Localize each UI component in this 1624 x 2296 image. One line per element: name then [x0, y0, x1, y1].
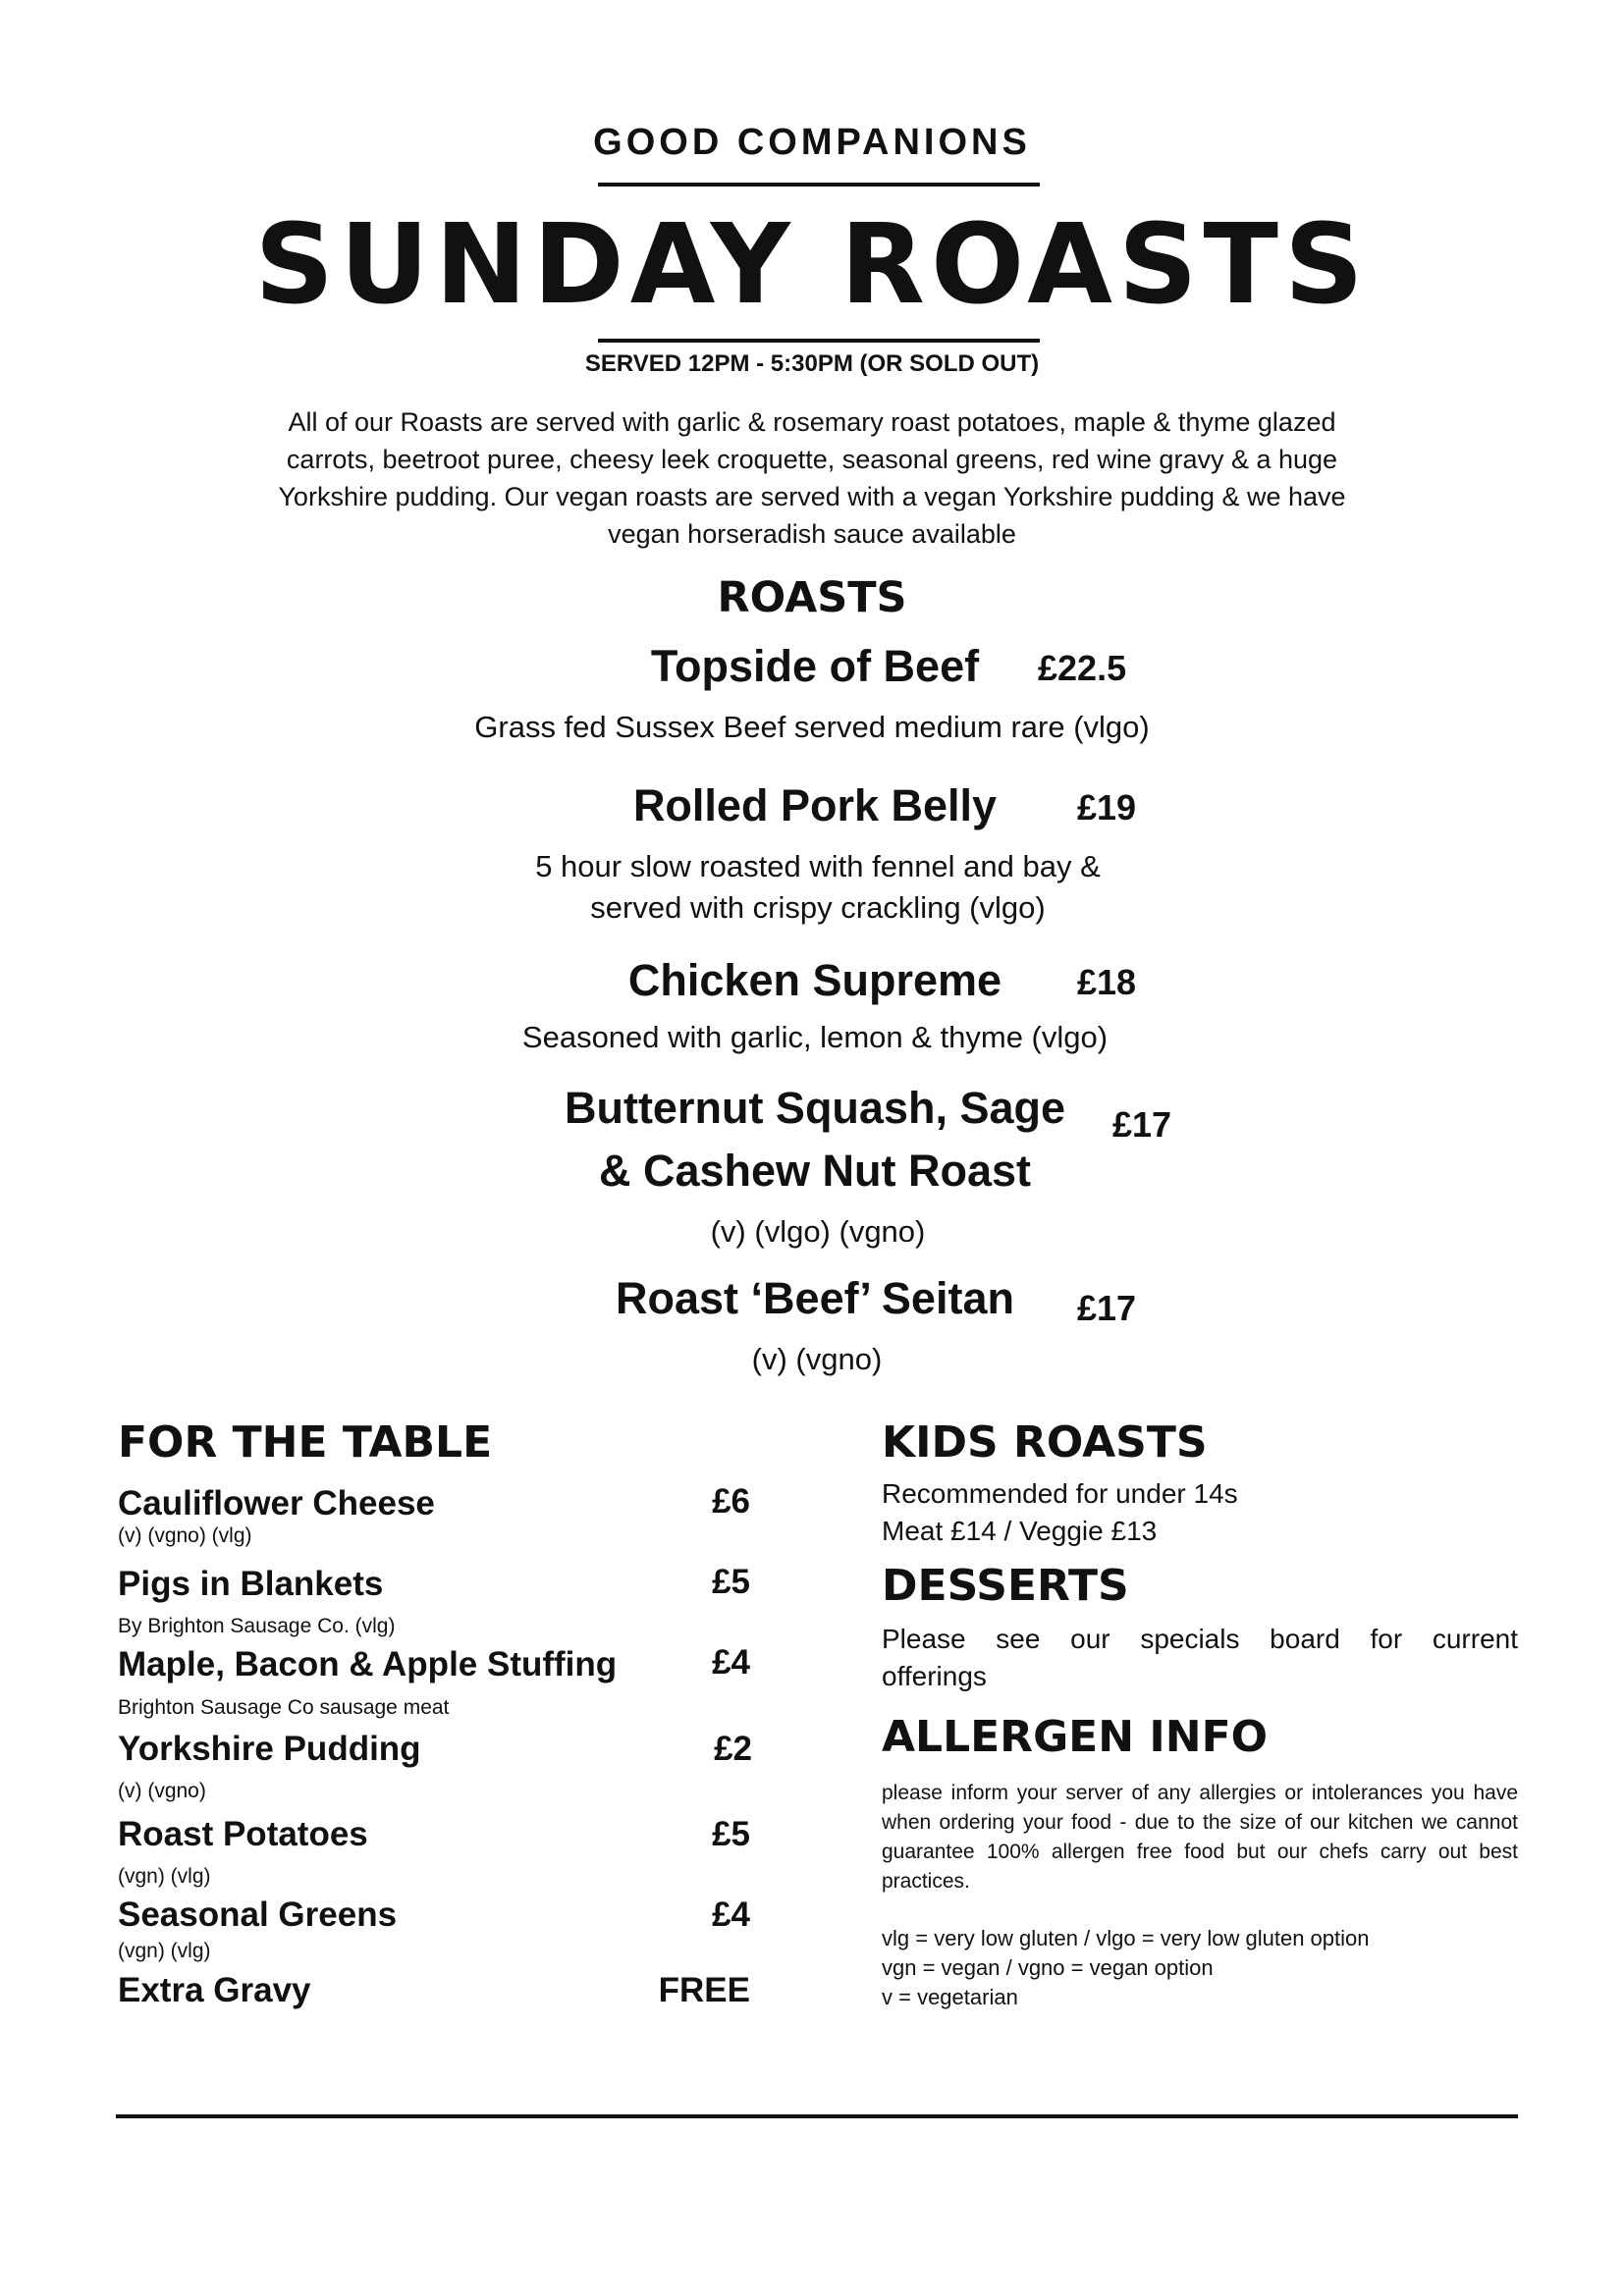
dish-description: Seasoned with garlic, lemon & thyme (vlgo) — [521, 1020, 1109, 1054]
page-title: SUNDAY ROASTS — [254, 201, 1370, 329]
side-item-note: (vgn) (vlg) — [118, 1865, 211, 1888]
intro-text: All of our Roasts are served with garlic & rosemary roast potatoes, maple & thyme glazed carrots, beetroot puree, cheesy leek croquette, seasonal greens, red wine gravy & a huge Yorkshire pudding. Our vegan roasts are served with a vegan Yorkshire pudding & we have vegan horseradish sauce available — [278, 407, 1346, 549]
side-item-price: £5 — [712, 1563, 750, 1601]
divider-top — [598, 183, 1040, 187]
side-item-note: (v) (vgno) (vlg) — [118, 1524, 252, 1547]
side-item-price: £2 — [714, 1730, 752, 1768]
roasts-heading: ROASTS — [717, 573, 907, 622]
kids-prices: Meat £14 / Veggie £13 — [882, 1516, 1158, 1546]
side-item-price: £4 — [712, 1896, 750, 1934]
dish-description: (v) (vlgo) (vgno) — [710, 1214, 926, 1249]
dish-description: 5 hour slow roasted with fennel and bay & — [535, 849, 1101, 883]
side-item-name: Yorkshire Pudding — [118, 1730, 421, 1768]
side-item-price: £6 — [712, 1482, 750, 1521]
dish-description: (v) (vgno) — [751, 1342, 883, 1376]
dish-price: £17 — [1112, 1104, 1172, 1145]
dish-price: £19 — [1077, 787, 1137, 828]
side-item-price: £4 — [712, 1643, 750, 1682]
allergen-legend-item: v = vegetarian — [882, 1985, 1018, 2009]
dish-price: £17 — [1077, 1288, 1137, 1328]
side-item-name: Pigs in Blankets — [118, 1565, 384, 1603]
dish-name: & Cashew Nut Roast — [598, 1146, 1032, 1196]
side-item-name: Roast Potatoes — [118, 1815, 368, 1853]
side-item-name: Extra Gravy — [118, 1971, 311, 2009]
dish-price: £22.5 — [1038, 648, 1127, 688]
allergen-legend-item: vgn = vegan / vgno = vegan option — [882, 1955, 1214, 1980]
brand-name: GOOD COMPANIONS — [593, 122, 1031, 163]
kids-roasts-heading: KIDS ROASTS — [882, 1417, 1208, 1468]
side-item-name: Seasonal Greens — [118, 1896, 398, 1934]
serving-times: SERVED 12PM - 5:30PM (OR SOLD OUT) — [584, 350, 1040, 377]
side-item-note: Brighton Sausage Co sausage meat — [118, 1696, 450, 1719]
dish-description: served with crispy crackling (vlgo) — [590, 890, 1046, 925]
divider-mid — [598, 339, 1040, 343]
side-item-price: £5 — [712, 1815, 750, 1853]
for-the-table-heading: FOR THE TABLE — [118, 1417, 493, 1468]
side-item-price: FREE — [658, 1971, 750, 2009]
side-item-name: Maple, Bacon & Apple Stuffing — [118, 1645, 618, 1683]
side-item-note: (vgn) (vlg) — [118, 1940, 211, 1962]
allergen-text: please inform your server of any allergies or intolerances you have when ordering your food - due to the size of our kitchen we cannot guarantee 100% allergen free food but our chefs carry out best practices. — [882, 1782, 1518, 1893]
desserts-heading: DESSERTS — [882, 1561, 1129, 1611]
allergen-heading: ALLERGEN INFO — [882, 1712, 1269, 1762]
divider-bottom — [116, 2114, 1518, 2118]
allergen-legend-item: vlg = very low gluten / vlgo = very low gluten option — [882, 1926, 1370, 1950]
desserts-text: Please see our specials board for current offerings — [882, 1624, 1518, 1691]
dish-price: £18 — [1077, 962, 1137, 1002]
dish-name: Butternut Squash, Sage — [564, 1083, 1066, 1133]
side-item-note: (v) (vgno) — [118, 1780, 206, 1802]
side-item-note: By Brighton Sausage Co. (vlg) — [118, 1615, 396, 1637]
side-item-name: Cauliflower Cheese — [118, 1484, 435, 1522]
kids-note: Recommended for under 14s — [882, 1478, 1238, 1509]
dish-description: Grass fed Sussex Beef served medium rare (vlgo) — [474, 710, 1150, 744]
dish-name: Topside of Beef — [650, 641, 980, 691]
dish-name: Rolled Pork Belly — [632, 780, 998, 830]
dish-name: Chicken Supreme — [627, 955, 1002, 1005]
dish-name: Roast ‘Beef’ Seitan — [616, 1273, 1014, 1323]
